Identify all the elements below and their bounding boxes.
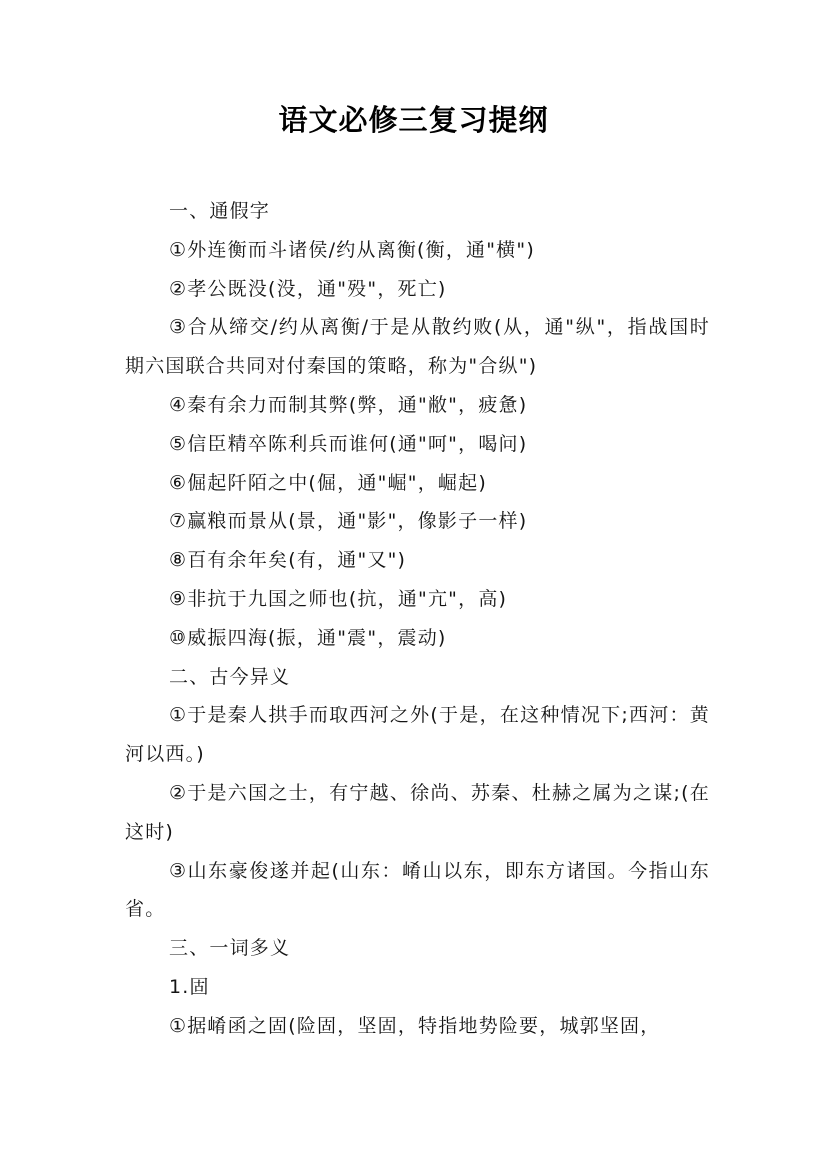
list-item: ⑤信臣精卒陈利兵而谁何(通"呵"，喝问): [169, 432, 528, 455]
list-item: ⑥倔起阡陌之中(倔，通"崛"，崛起): [169, 471, 487, 494]
list-item: ⑦赢粮而景从(景，通"影"，像影子一样): [169, 510, 528, 533]
list-item: ③山东豪俊遂并起(山东：崤山以东，即东方诸国。今指山东省。: [125, 859, 710, 921]
list-item: ④秦有余力而制其弊(弊，通"敝"，疲惫): [169, 393, 528, 416]
document-body: [125, 192, 710, 1046]
list-item: ①于是秦人拱手而取西河之外(于是，在这种情况下;西河：黄河以西。): [125, 704, 710, 766]
list-item: ①外连衡而斗诸侯/约从离衡(衡，通"横"): [169, 238, 535, 261]
section-heading-gujinyiyi: 二、古今异义: [169, 665, 291, 688]
list-item: ⑩威振四海(振，通"震"，震动): [169, 626, 447, 649]
document-title: 语文必修三复习提纲: [278, 103, 549, 137]
list-item: ⑨非抗于九国之师也(抗，通"亢"，高): [169, 587, 508, 610]
list-item: ⑧百有余年矣(有，通"又"): [169, 549, 407, 572]
list-item: ②于是六国之士，有宁越、徐尚、苏秦、杜赫之属为之谋;(在这时): [125, 781, 710, 843]
section-heading-tongjiazi: 一、通假字: [169, 200, 271, 222]
list-item: ①据崤函之固(险固，坚固，特指地势险要，城郭坚固，: [169, 1014, 661, 1037]
subsection-heading: 1.固: [169, 975, 210, 998]
list-item: ③合从缔交/约从离衡/于是从散约败(从，通"纵"，指战国时期六国联合共同对付秦国的策略，称为"合纵"): [125, 316, 710, 378]
list-item: ②孝公既没(没，通"殁"，死亡): [169, 277, 447, 300]
section-heading-yiciduoyi: 三、一词多义: [169, 937, 291, 960]
